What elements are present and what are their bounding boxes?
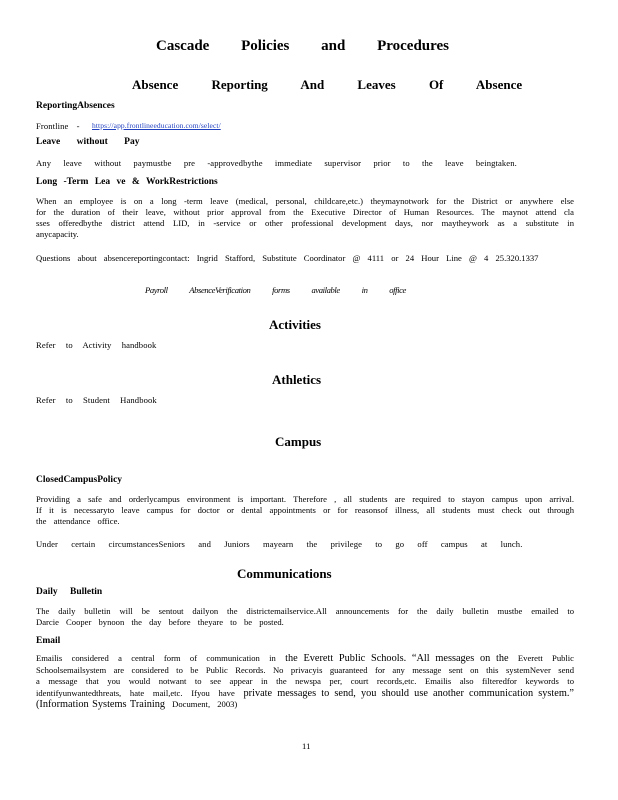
long-term-heading: Long -Term Lea ve & WorkRestrictions — [36, 177, 218, 187]
athletics-heading: Athletics — [272, 372, 322, 387]
leave-without-pay-text: Any leave without paymustbe pre -approvedbythe immediate supervisor prior to the leave beingtaken. — [36, 158, 517, 168]
campus-paragraph-2: Under certain circumstancesSeniors and Juniors mayearn the privilege to go off campus at lunch. — [36, 539, 523, 549]
activities-text: Refer to Activity handbook — [36, 340, 157, 350]
page-title: Cascade Policies and Procedures — [156, 38, 450, 54]
long-term-paragraph: When an employee is on a long -term leave (medical, personal, childcare,etc.) theymaynotwork for the District or anywhere else for the duration of their leave, without prior approval from the Executive Director of Human Resources. The maynot attend cla sses offeredbythe district attend LID, in -service or other professional development days, nor maytheywork as a substitute in anycapacity. — [36, 196, 574, 239]
athletics-text: Refer to Student Handbook — [36, 395, 157, 405]
questions-text: Questions about absencereportingcontact: Ingrid Stafford, Substitute Coordinator @ 4111 or 24 Hour Line @ 4 25.320.1337 — [36, 253, 539, 263]
email-quote-a: the Everett Public Schools. “All messages on the — [285, 653, 509, 664]
campus-heading: Campus — [275, 434, 322, 449]
email-quote-b: private messages to send, you should use another communication system.” (Information Systems Training — [36, 687, 574, 710]
email-text-mid: Everett Public Schoolsemailsystem are considered to be Public Records. No privacyis guaranteed for any message sent on this systemNever send a message that you would notwant to see appear in the newspa per, court records,etc. Emailis also filteredfor keywords to identifyunwantedthreats, hate mail,etc. Ifyou have — [36, 653, 575, 698]
payroll-note: Payroll AbsenceVerification forms available in office — [145, 285, 406, 295]
frontline-link[interactable]: https://app.frontlineeducation.com/select/ — [92, 121, 221, 130]
frontline-label: Frontline - — [36, 121, 80, 131]
section-subtitle: Absence Reporting And Leaves Of Absence — [132, 77, 523, 92]
leave-without-pay-heading: Leave without Pay — [36, 137, 140, 147]
campus-paragraph-1: Providing a safe and orderlycampus environment is important. Therefore , all students are required to stayon campus upon arrival. If it is necessaryto leave campus for doctor or dental appointments or for reasonsof illness, all students must check out through the attendance office. — [36, 494, 574, 526]
activities-heading: Activities — [269, 317, 321, 332]
page-number: 11 — [302, 741, 311, 751]
communications-heading: Communications — [237, 566, 332, 581]
email-paragraph — [36, 653, 574, 711]
daily-bulletin-text: The daily bulletin will be sentout dailyon the districtemailservice.All announcements for the daily bulletin mustbe emailed to Darcie Cooper bynoon the day before theyare to be posted. — [36, 606, 574, 627]
reporting-heading: ReportingAbsences — [36, 101, 115, 111]
closed-campus-heading: ClosedCampusPolicy — [36, 475, 123, 485]
daily-bulletin-heading: Daily Bulletin — [36, 587, 103, 597]
email-text-end: Document, 2003) — [165, 699, 238, 709]
email-heading: Email — [36, 636, 61, 646]
email-text-start: Emailis considered a central form of communication in — [36, 653, 286, 663]
